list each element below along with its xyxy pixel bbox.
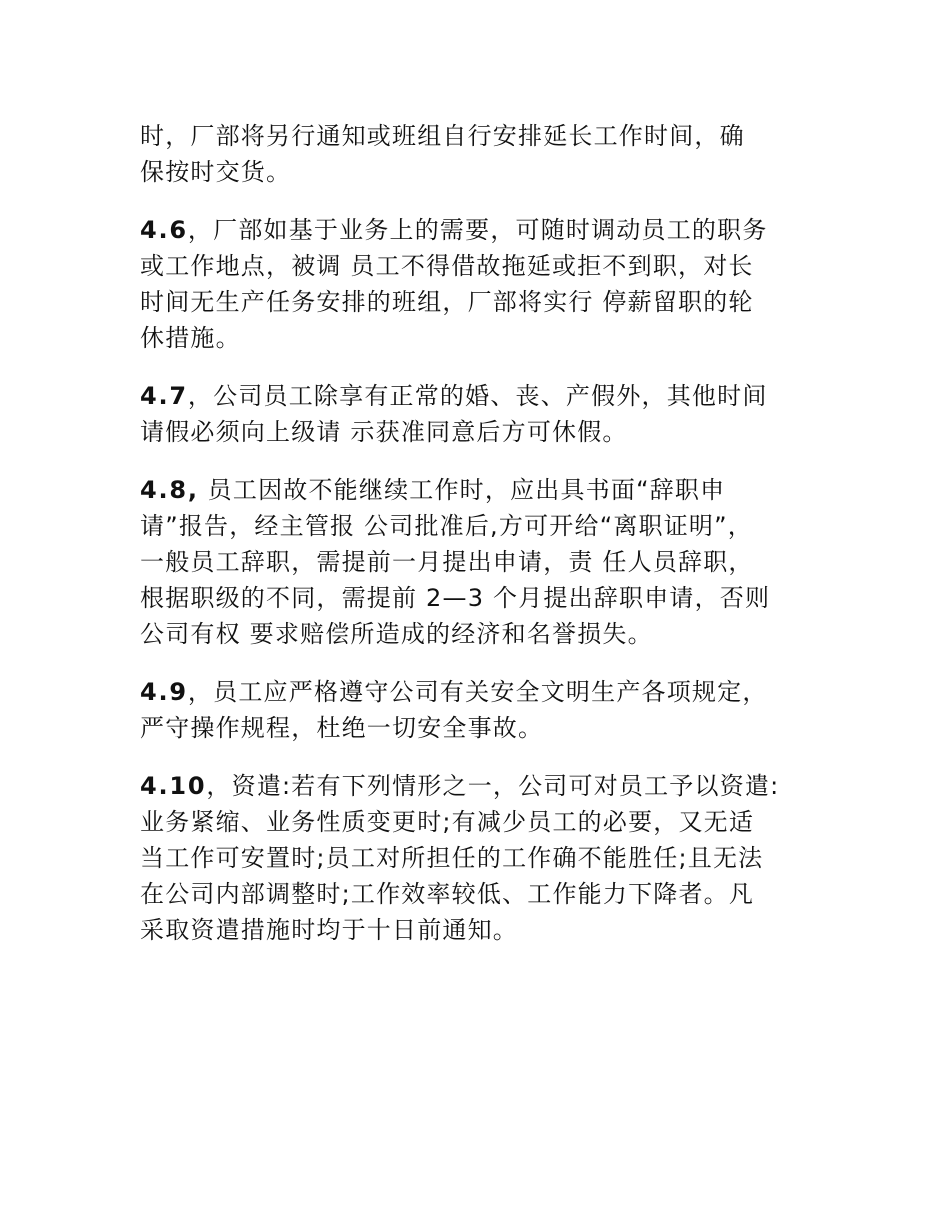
paragraph-text: ，厂部如基于业务上的需要，可随时调动员工的职务	[187, 216, 768, 244]
clause-number: 4.6	[140, 216, 188, 244]
paragraph-line: 时，厂部将另行通知或班组自行安排延长工作时间，确	[140, 122, 745, 150]
paragraph-4-10	[140, 768, 830, 948]
paragraph-line: 保按时交货。	[140, 158, 292, 186]
paragraph-line: 采取资遣措施时均于十日前通知。	[140, 916, 518, 944]
paragraph-4-6	[140, 212, 830, 356]
paragraph-line: 或工作地点，被调 员工不得借故拖延或拒不到职，对长	[140, 252, 754, 280]
paragraph-line: 业务紧缩、业务性质变更时;有减少员工的必要，又无适	[140, 808, 755, 836]
paragraph-4-8	[140, 472, 830, 652]
paragraph-line	[140, 472, 830, 508]
clause-number: 4.8,	[140, 476, 199, 504]
paragraph-line: 请假必须向上级请 示获准同意后方可休假。	[140, 418, 628, 446]
clause-number: 4.9	[140, 678, 188, 706]
paragraph-line	[140, 674, 830, 710]
paragraph-line: 当工作可安置时;员工对所担任的工作确不能胜任;且无法	[140, 844, 764, 872]
paragraph-line	[140, 212, 830, 248]
paragraph-text: 员工因故不能继续工作时，应出具书面“辞职申	[198, 476, 726, 504]
paragraph-line	[140, 378, 830, 414]
paragraph-line: 请”报告，经主管报 公司批准后,方可开给“离职证明”，	[140, 512, 753, 540]
paragraph-line: 在公司内部调整时;工作效率较低、工作能力下降者。凡	[140, 880, 755, 908]
paragraph-line: 根据职级的不同，需提前 2—3 个月提出辞职申请，否则	[140, 584, 771, 612]
paragraph-line: 严守操作规程，杜绝一切安全事故。	[140, 714, 544, 742]
paragraph-text: ，公司员工除享有正常的婚、丧、产假外，其他时间	[187, 382, 768, 410]
document-body	[140, 118, 830, 970]
clause-number: 4.10	[140, 772, 207, 800]
paragraph-line: 一般员工辞职，需提前一月提出申请，责 任人员辞职，	[140, 548, 754, 576]
paragraph-continuation	[140, 118, 830, 190]
paragraph-line	[140, 768, 830, 804]
paragraph-line: 时间无生产任务安排的班组，厂部将实行 停薪留职的轮	[140, 288, 754, 316]
clause-number: 4.7	[140, 382, 188, 410]
paragraph-text: ，员工应严格遵守公司有关安全文明生产各项规定，	[187, 678, 768, 706]
paragraph-4-9	[140, 674, 830, 746]
paragraph-4-7	[140, 378, 830, 450]
paragraph-line: 休措施。	[140, 324, 241, 352]
paragraph-text: ，资遣:若有下列情形之一，公司可对员工予以资遣:	[206, 772, 780, 800]
paragraph-line: 公司有权 要求赔偿所造成的经济和名誉损失。	[140, 620, 653, 648]
